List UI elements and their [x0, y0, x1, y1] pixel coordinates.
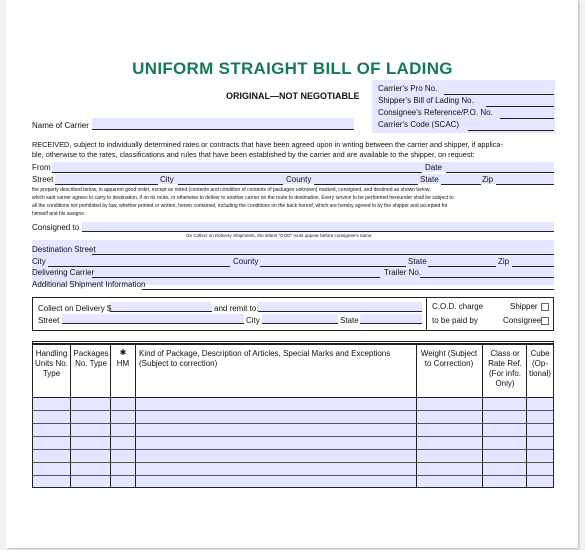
county-field[interactable]	[314, 184, 418, 185]
dest-county-field[interactable]	[260, 266, 406, 267]
additional-info-label: Additional Shipment Information	[32, 280, 146, 289]
cod-city-field[interactable]	[262, 314, 338, 324]
street-field[interactable]	[55, 184, 158, 185]
received-text-line-2: ble, otherwise to the rates, classifications and rules that have been established by the carrier and are available to the shipper, on request:	[32, 150, 475, 159]
city-label: City	[160, 175, 174, 184]
destination-street-field[interactable]	[92, 254, 554, 255]
dest-county-label: County	[233, 257, 259, 266]
pro-no-label: Carrier's Pro No.	[378, 84, 438, 93]
col-packages: Packages No. Type	[73, 349, 109, 368]
pro-no-field[interactable]	[444, 94, 554, 95]
dest-state-field[interactable]	[428, 266, 496, 267]
trailer-no-label: Trailer No.	[384, 268, 422, 277]
scac-field[interactable]	[468, 130, 554, 131]
destination-block-fill	[32, 240, 554, 285]
dest-city-field[interactable]	[48, 266, 230, 267]
cod-amount-field[interactable]	[110, 302, 212, 312]
street-label: Street	[32, 175, 54, 184]
hm-asterisk-icon: ✱	[119, 348, 127, 357]
state-field[interactable]	[441, 184, 481, 185]
cod-state-label: State	[340, 316, 359, 325]
to-be-paid-by-label: to be paid by	[432, 316, 478, 325]
trailer-no-field[interactable]	[420, 277, 554, 278]
fine-print-line-3: all the conditions not prohibited by law, whether printed or written, herein contained, including the conditions on the back hereof, which are hereby agreed to by the shipper and accepted for	[32, 203, 448, 209]
state-label: State	[420, 175, 439, 184]
shipper-bol-field[interactable]	[486, 106, 554, 107]
fine-print-line-2: which said carrier agrees to carry to destination, if on its route, or otherwise to deliver to another carrier on the route to destination. Every service to be performed hereunder shall be subject to	[32, 195, 454, 201]
document-subtitle: ORIGINAL—NOT NEGOTIABLE	[226, 91, 360, 101]
received-text-line-1: RECEIVED, subject to individually determined rates or contracts that have been agreed upon in writing between the carrier and shipper, if applica-	[32, 140, 503, 149]
consignee-option-label: Consignee	[503, 316, 542, 325]
cod-note: On Collect on Delivery Shipments, the letters "COD" must appear before consignee's name.	[186, 233, 373, 238]
consignee-ref-field[interactable]	[500, 118, 554, 119]
cod-street-field[interactable]	[62, 314, 244, 324]
col-cube: Cube (Op- tional)	[529, 349, 551, 378]
col-divider-4	[416, 345, 417, 488]
col-divider-2	[110, 345, 111, 488]
scac-label: Carrier's Code (SCAC)	[378, 120, 460, 129]
table-row[interactable]	[33, 436, 553, 437]
dest-zip-label: Zip	[498, 257, 510, 266]
delivering-carrier-label: Delivering Carrier	[32, 268, 95, 277]
cod-street-label: Street	[38, 316, 60, 325]
col-weight: Weight (Subject to Correction)	[420, 349, 478, 368]
document-title: UNIFORM STRAIGHT BILL OF LADING	[132, 59, 453, 78]
table-row[interactable]	[33, 449, 553, 450]
table-row[interactable]	[33, 475, 553, 476]
dest-state-label: State	[408, 257, 427, 266]
collect-on-delivery-label: Collect on Delivery $	[38, 304, 112, 313]
consigned-to-field[interactable]	[82, 222, 554, 232]
dest-city-label: City	[32, 257, 46, 266]
items-table-body-fill	[33, 398, 553, 487]
remit-to-field[interactable]	[258, 302, 422, 312]
fine-print-line-4: himself and his assigns.	[32, 211, 86, 217]
col-kind-subject: (Subject to correction)	[139, 359, 218, 368]
col-class-rate: Class or Rate Ref. (For info. Only)	[488, 349, 522, 388]
consignee-ref-label: Consignee's Reference/P.O. No.	[378, 108, 493, 117]
cod-box-divider	[426, 297, 427, 331]
name-of-carrier-field[interactable]	[92, 118, 354, 130]
table-row[interactable]	[33, 462, 553, 463]
additional-info-field[interactable]	[142, 289, 554, 290]
table-header-rule	[32, 397, 554, 398]
col-divider-6	[526, 345, 527, 488]
cod-charge-label: C.O.D. charge	[432, 302, 484, 311]
table-row[interactable]	[33, 410, 553, 411]
zip-field[interactable]	[496, 184, 554, 185]
delivering-carrier-field[interactable]	[92, 277, 380, 278]
cod-state-field[interactable]	[360, 314, 422, 324]
table-row[interactable]	[33, 423, 553, 424]
fine-print-line-1: the property described below, in apparent good order, except as noted (contents and condition of contents of packages unknown) marked, consigned, and destined as shown below,	[32, 187, 431, 193]
consigned-to-label: Consigned to	[32, 223, 80, 232]
col-hm: HM	[116, 359, 130, 368]
and-remit-to-label: and remit to:	[214, 304, 259, 313]
shipper-bol-label: Shipper's Bill of Lading No.	[378, 96, 474, 105]
city-field[interactable]	[178, 184, 283, 185]
consignee-checkbox[interactable]	[541, 317, 549, 325]
date-field[interactable]	[446, 172, 554, 173]
col-divider-3	[135, 345, 136, 488]
from-field[interactable]	[52, 172, 422, 173]
county-label: County	[286, 175, 312, 184]
zip-label: Zip	[482, 175, 494, 184]
from-label: From	[32, 163, 51, 172]
col-handling-units: Handling Units No. Type	[35, 349, 68, 378]
destination-street-label: Destination Street	[32, 245, 96, 254]
col-divider-1	[70, 345, 71, 488]
shipper-checkbox[interactable]	[541, 303, 549, 311]
name-of-carrier-label: Name of Carrier	[32, 121, 89, 130]
shipper-option-label: Shipper	[510, 302, 538, 311]
cod-city-label: City	[246, 316, 260, 325]
col-kind-of-package: Kind of Package, Description of Articles, Special Marks and Exceptions	[139, 349, 391, 358]
col-divider-5	[482, 345, 483, 488]
from-row-fill	[52, 162, 554, 172]
dest-zip-field[interactable]	[512, 266, 554, 267]
date-label: Date	[425, 163, 442, 172]
